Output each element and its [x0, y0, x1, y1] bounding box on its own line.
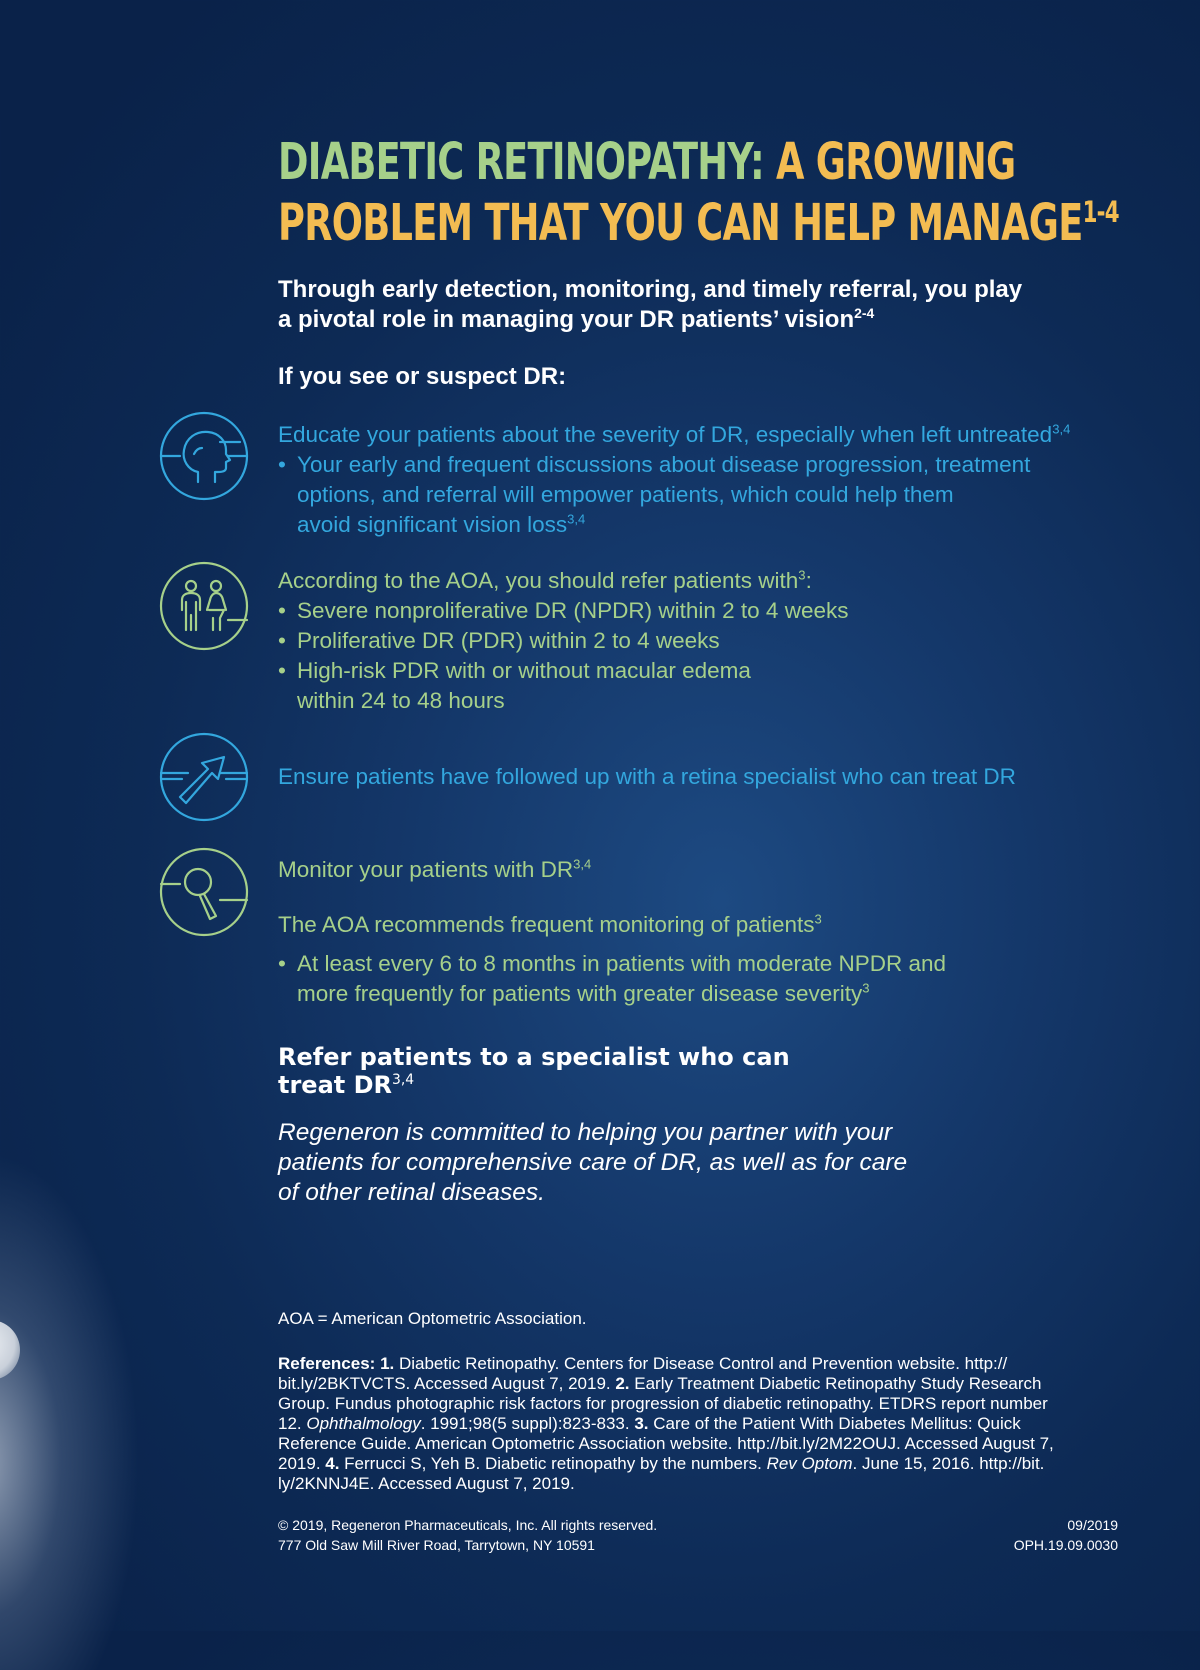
educate-heading: Educate your patients about the severity of DR, especially when left untreated$^{3,4}$ — [278, 421, 1071, 447]
referral-section — [278, 566, 1178, 716]
list-item: • High-risk PDR with or without macular edema within 24 to 48 hours — [278, 656, 1178, 716]
monitor-heading: Monitor your patients with DR$^{3,4}$ — [278, 856, 592, 882]
referral-heading: According to the AOA, you should refer patients with$^3$: — [278, 567, 812, 593]
references: References: 1. Diabetic Retinopathy. Centers for Disease Control and Prevention website. http:// bit.ly/2BKTVCTS. Accessed August 7, 2019. 2. Early Treatment Diabetic Retinopathy Study Research Group. Fundus photographic risk factors for progression of diabetic retinopathy. ETDRS report number 12. Ophthalmology. 1991;98(5 suppl):823-833. 3. Care of the Patient With Diabetes Mellitus: Quick Reference Guide. American Optometric Association website. http://bit.ly/2M22OUJ. Accessed August 7, 2019. 4. Ferrucci S, Yeh B. Diabetic retinopathy by the numbers. Rev Optom. June 15, 2016. http://bit. ly/2KNNJ4E. Accessed August 7, 2019. — [278, 1354, 1054, 1493]
magnifier-icon — [158, 846, 250, 938]
page-title: DIABETIC RETINOPATHY: A GROWING PROBLEM THAT YOU CAN HELP MANAGE$^{1-4}$ — [278, 133, 1119, 253]
abbreviation-note: AOA = American Optometric Association. — [278, 1309, 587, 1328]
educate-section — [278, 420, 1178, 540]
footer-code: 09/2019 OPH.19.09.0030 — [1013, 1517, 1118, 1553]
monitor-section — [278, 855, 1178, 1009]
commitment-statement: Regeneron is committed to helping you partner with your patients for comprehensive care of DR, as well as for care of other retinal diseases. — [278, 1119, 908, 1206]
footer-copyright: © 2019, Regeneron Pharmaceuticals, Inc. All rights reserved. 777 Old Saw Mill River Road, Tarrytown, NY 10591 — [278, 1517, 658, 1553]
list-item: • Proliferative DR (PDR) within 2 to 4 weeks — [278, 626, 1178, 656]
head-profile-icon — [158, 410, 250, 502]
followup-text: Ensure patients have followed up with a retina specialist who can treat DR — [278, 764, 1016, 789]
list-item: • At least every 6 to 8 months in patients with moderate NPDR and more frequently for patients with greater disease severity$^3$ — [278, 949, 1178, 1009]
list-item: • Severe nonproliferative DR (NPDR) within 2 to 4 weeks — [278, 596, 1178, 626]
monitor-subheading: The AOA recommends frequent monitoring of patients$^3$ — [278, 911, 822, 937]
list-item: • Your early and frequent discussions about disease progression, treatment options, and referral will empower patients, which could help them avoid significant vision loss$^{3,4}$ — [278, 450, 1178, 540]
arrow-up-right-icon — [158, 731, 250, 823]
followup-section — [278, 762, 1178, 792]
intro-text: Through early detection, monitoring, and timely referral, you play a pivotal role in managing your DR patients’ vision$^{2-4}$ — [278, 276, 1023, 333]
people-icon — [158, 560, 250, 652]
refer-specialist-heading: Refer patients to a specialist who can treat DR$^{3,4}$ — [278, 1043, 790, 1099]
background-figure-glow — [0, 1150, 140, 1670]
suspect-heading: If you see or suspect DR: — [278, 363, 567, 390]
